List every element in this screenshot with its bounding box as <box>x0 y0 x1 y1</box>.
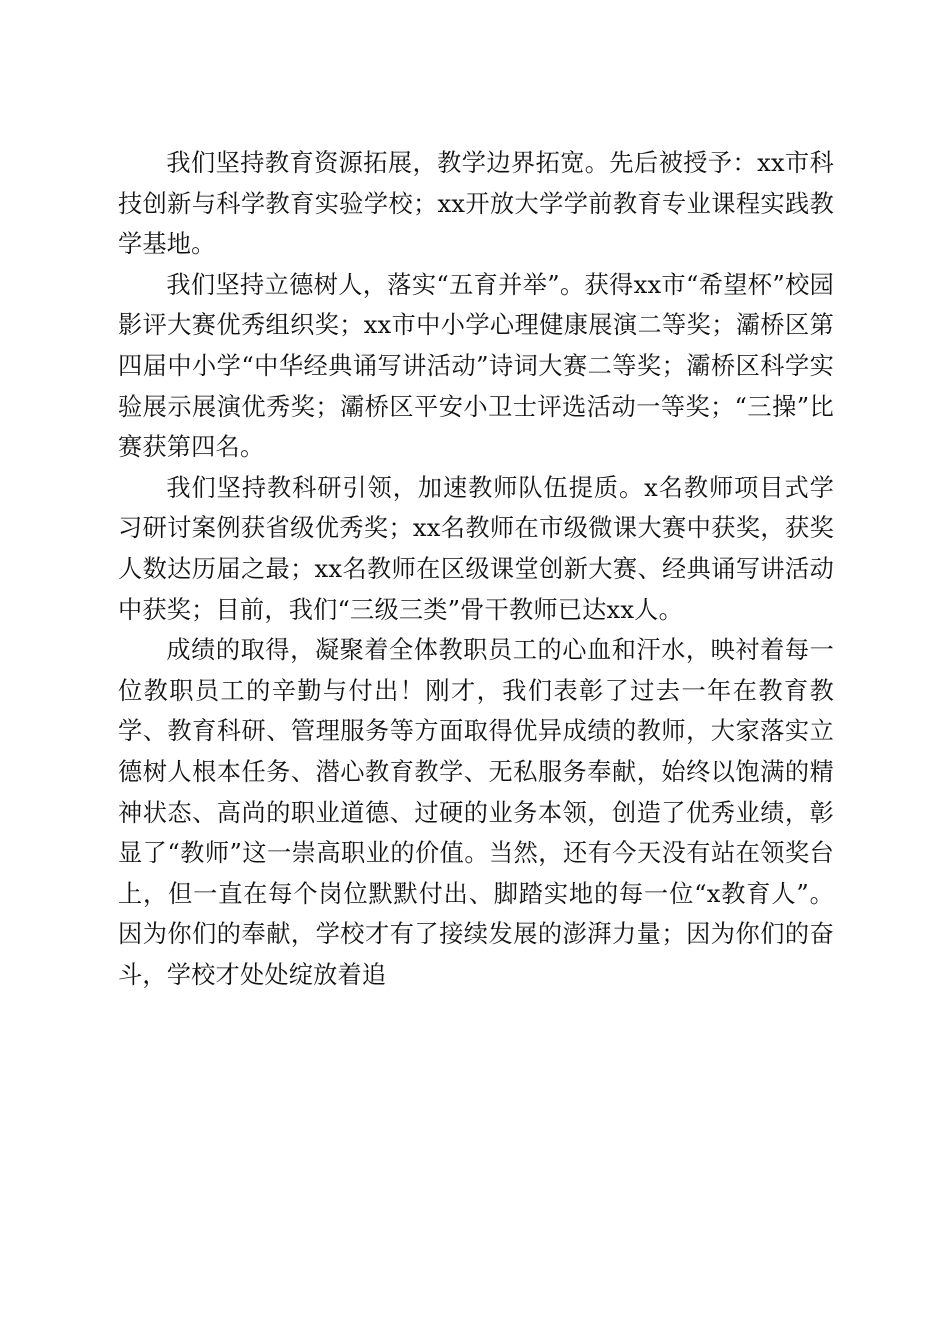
paragraph-moral-education: 我们坚持立德树人，落实“五育并举”。获得xx市“希望杯”校园影评大赛优秀组织奖；xx市中小学心理健康展演二等奖；灞桥区第四届中小学“中华经典诵写讲活动”诗词大赛二等奖；灞桥区科学实验展示展演优秀奖；灞桥区平安小卫士评选活动一等奖；“三操”比赛获第四名。 <box>118 270 834 462</box>
paragraph-resource-expansion: 我们坚持教育资源拓展，教学边界拓宽。先后被授予：xx市科技创新与科学教育实验学校；xx开放大学学前教育专业课程实践教学基地。 <box>118 149 834 259</box>
paragraph-teaching-research: 我们坚持教科研引领，加速教师队伍提质。x名教师项目式学习研讨案例获省级优秀奖；xx名教师在市级微课大赛中获奖，获奖人数达历届之最；xx名教师在区级课堂创新大赛、经典诵写讲活动中获奖；目前，我们“三级三类”骨干教师已达xx人。 <box>118 473 834 624</box>
paragraph-achievements: 成绩的取得，凝聚着全体教职员工的心血和汗水，映衬着每一位教职员工的辛勤与付出！刚才，我们表彰了过去一年在教育教学、教育科研、管理服务等方面取得优异成绩的教师，大家落实立德树人根本任务、潜心教育教学、无私服务奉献，始终以饱满的精神状态、高尚的职业道德、过硬的业务本领，创造了优秀业绩，彰显了“教师”这一崇高职业的价值。当然，还有今天没有站在领奖台上，但一直在每个岗位默默付出、脚踏实地的每一位“x教育人”。因为你们的奉献，学校才有了接续发展的澎湃力量；因为你们的奋斗，学校才处处绽放着追 <box>118 636 834 989</box>
document-body <box>118 143 834 995</box>
